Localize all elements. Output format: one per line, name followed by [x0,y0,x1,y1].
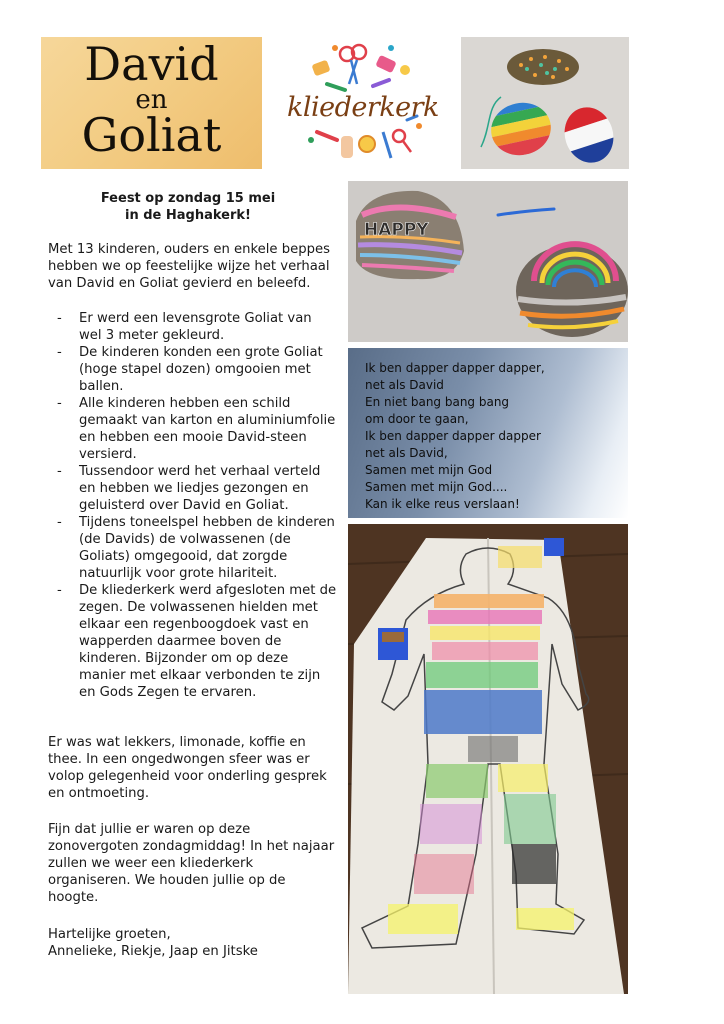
lyric-line: En niet bang bang bang [365,395,510,409]
lyric-line: Ik ben dapper dapper dapper [365,429,541,443]
closing-greeting: Hartelijke groeten, [48,927,171,942]
treats-paragraph: Er was wat lekkers, limonade, koffie en thee. In een ongedwongen sfeer was er volop gelegenheid voor onderling gesprek en ontmoeting. [48,735,327,801]
lyric-line: Ik ben dapper dapper dapper, [365,361,545,375]
photo-happy-rainbow-stones [348,181,628,342]
bullet-dash: - [57,464,62,479]
activity-list [48,310,338,701]
intro-paragraph: Met 13 kinderen, ouders en enkele beppes hebben we op feestelijke wijze het verhaal van David en Goliat gevierd en beleefd. [48,242,330,291]
list-item-text: De kinderen konden een grote Goliat (hoge stapel dozen) omgooien met ballen. [79,345,323,394]
list-item-text: Alle kinderen hebben een schild gemaakt van karton en aluminiumfolie en hebben een mooie David-steen versierd. [79,396,336,462]
happy-rainbow-stones-image [348,181,628,342]
closing [48,926,258,960]
banner-title-en: en [135,85,168,115]
list-item-text: Tussendoor werd het verhaal verteld en hebben we liedjes gezongen en geluisterd over David en Goliat. [79,464,321,513]
lyric-line: Samen met mijn God [365,463,493,477]
photo-painted-stones [461,37,629,169]
banner-title-david: David [84,37,219,91]
banner-title-goliat: Goliat [81,108,222,162]
bullet-dash: - [57,583,62,598]
kliederkerk-logo [287,40,437,165]
painted-stones-image [461,37,629,169]
lyric-line: net als David [365,378,444,392]
list-item [48,514,338,582]
list-item [48,395,338,463]
list-item [48,344,338,395]
event-heading-line2: in de Haghakerk! [125,208,251,223]
list-item [48,582,338,701]
goliath-drawing-image [348,524,628,994]
photo-goliath-drawing [348,524,628,994]
list-item-text: De kliederkerk werd afgesloten met de zegen. De volwassenen hielden met elkaar een regenboogdoek vast en wapperden daarmee boven de kinderen. Bijzonder om op deze manier met elkaar verbonden te zijn en Gods Zegen te ervaren. [79,583,337,700]
closing-names: Annelieke, Riekje, Jaap en Jitske [48,944,258,959]
list-item [48,463,338,514]
bullet-dash: - [57,311,62,326]
bullet-dash: - [57,396,62,411]
logo-wordmark: kliederkerk [287,92,439,123]
thanks-paragraph: Fijn dat jullie er waren op deze zonovergoten zondagmiddag! In het najaar zullen we weer een kliederkerk organiseren. We houden jullie op de hoogte. [48,822,335,905]
list-item-text: Tijdens toneelspel hebben de kinderen (de Davids) de volwassenen (de Goliats) omgegooid, dat zorgde natuurlijk voor grote hilariteit. [79,515,335,581]
lyric-line: Samen met mijn God.... [365,480,508,494]
lyric-line: net als David, [365,446,448,460]
list-item-text: Er werd een levensgrote Goliat van wel 3 meter gekleurd. [79,311,312,343]
song-lyrics-box [348,348,628,518]
lyric-line: om door te gaan, [365,412,469,426]
bullet-dash: - [57,515,62,530]
event-heading [48,190,328,224]
lyric-line: Kan ik elke reus verslaan! [365,497,520,511]
list-item [48,310,338,344]
stone-happy-text: HAPPY [364,220,429,240]
bullet-dash: - [57,345,62,360]
event-heading-line1: Feest op zondag 15 mei [100,191,276,206]
title-banner [41,37,262,169]
